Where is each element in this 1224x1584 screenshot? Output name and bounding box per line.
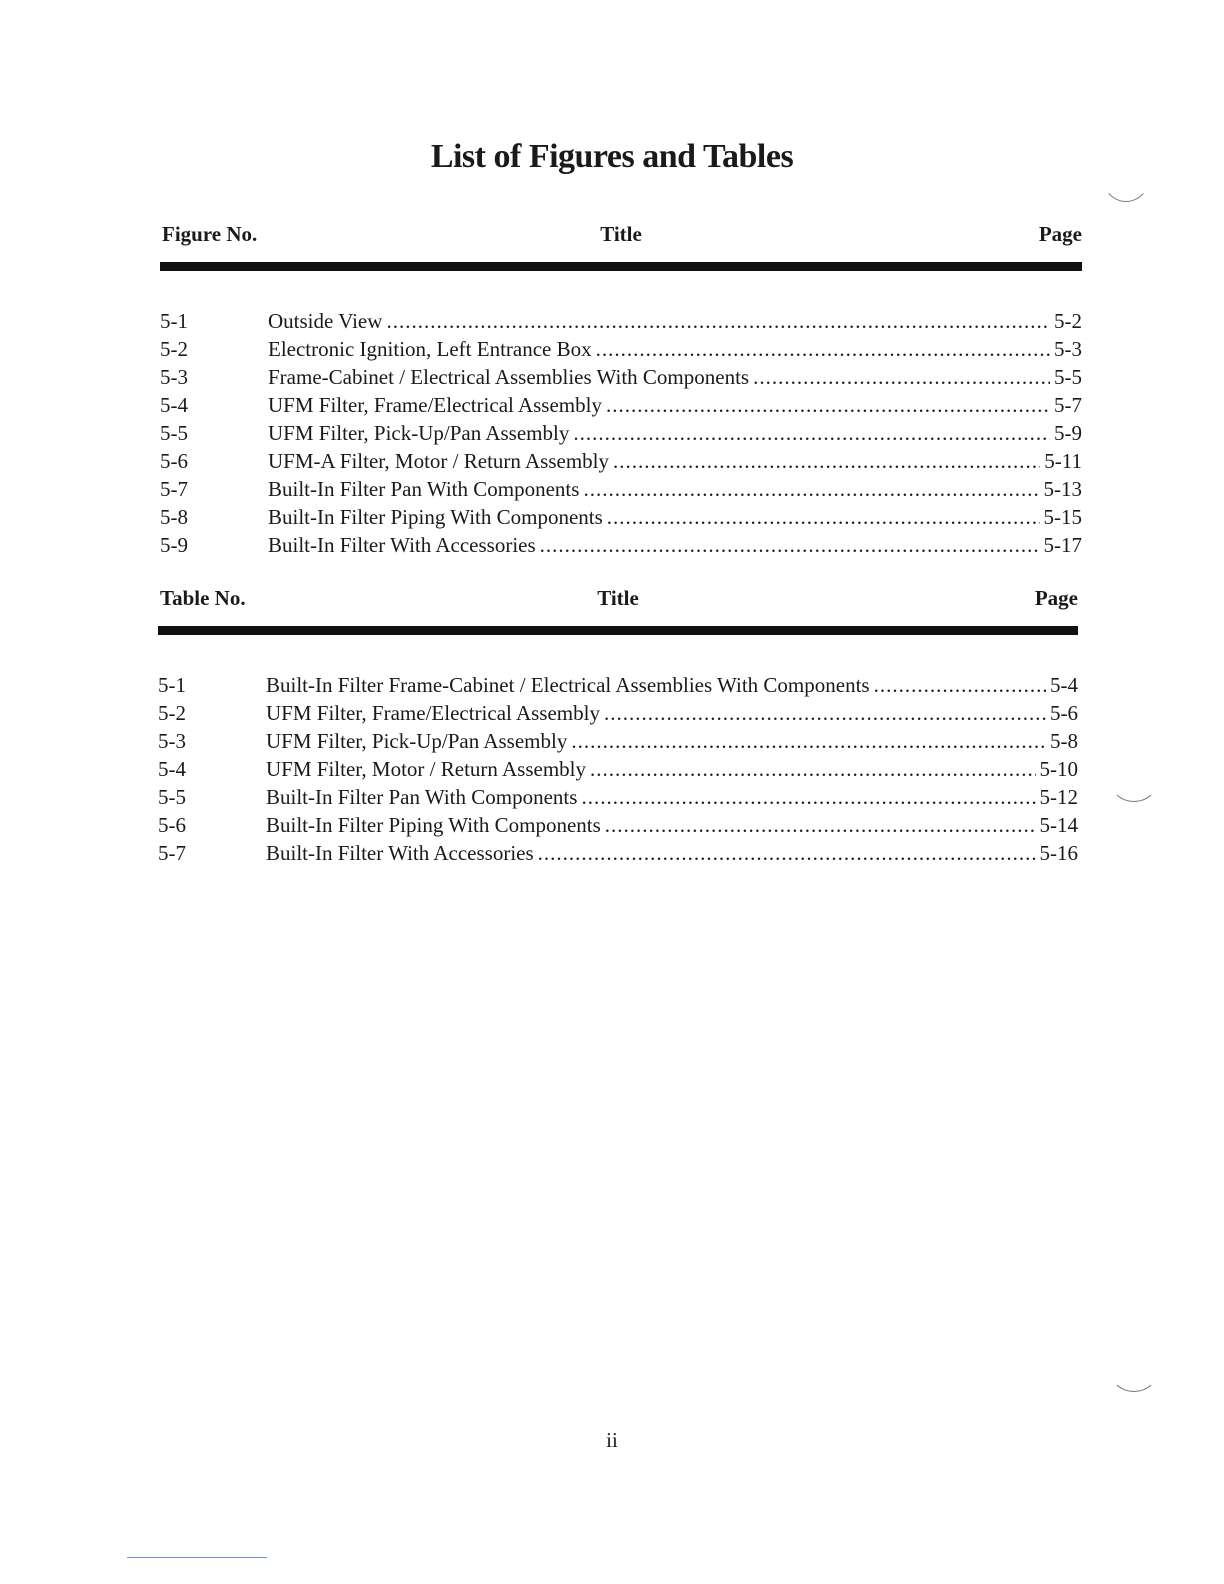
figures-header-rule bbox=[160, 262, 1082, 271]
figure-page: 5-2 bbox=[1054, 309, 1082, 333]
dot-leader bbox=[583, 475, 1039, 503]
table-page: 5-4 bbox=[1050, 673, 1078, 697]
figure-title: Built-In Filter Piping With Components bbox=[268, 505, 603, 529]
table-entry bbox=[158, 671, 1078, 699]
dot-leader bbox=[540, 531, 1040, 559]
table-entry bbox=[158, 811, 1078, 839]
table-entry bbox=[158, 699, 1078, 727]
figures-header bbox=[160, 222, 1082, 254]
table-number: 5-7 bbox=[158, 841, 186, 865]
dot-leader bbox=[607, 503, 1040, 531]
table-title: UFM Filter, Frame/Electrical Assembly bbox=[266, 701, 600, 725]
table-title: Built-In Filter Pan With Components bbox=[266, 785, 578, 809]
figure-entry bbox=[160, 307, 1082, 335]
figures-header-title: Title bbox=[600, 222, 642, 246]
dot-leader bbox=[538, 839, 1036, 867]
figure-page: 5-3 bbox=[1054, 337, 1082, 361]
table-number: 5-4 bbox=[158, 757, 186, 781]
figure-entry bbox=[160, 447, 1082, 475]
figure-entry bbox=[160, 419, 1082, 447]
table-title: Built-In Filter Piping With Components bbox=[266, 813, 601, 837]
table-page: 5-6 bbox=[1050, 701, 1078, 725]
figure-number: 5-4 bbox=[160, 393, 188, 417]
tables-header-title: Title bbox=[597, 586, 639, 610]
dot-leader bbox=[581, 783, 1035, 811]
figure-title: Built-In Filter Pan With Components bbox=[268, 477, 580, 501]
figure-entry bbox=[160, 475, 1082, 503]
tables-header-page: Page bbox=[1034, 586, 1078, 610]
figure-entry bbox=[160, 335, 1082, 363]
table-number: 5-2 bbox=[158, 701, 186, 725]
table-title: Built-In Filter With Accessories bbox=[266, 841, 534, 865]
table-page: 5-16 bbox=[1039, 841, 1078, 865]
table-entry bbox=[158, 755, 1078, 783]
dot-leader bbox=[874, 671, 1046, 699]
table-title: UFM Filter, Motor / Return Assembly bbox=[266, 757, 587, 781]
dot-leader bbox=[604, 699, 1046, 727]
dot-leader bbox=[571, 727, 1046, 755]
dot-leader bbox=[605, 811, 1036, 839]
figure-page: 5-9 bbox=[1054, 421, 1082, 445]
table-entry bbox=[158, 783, 1078, 811]
figure-number: 5-9 bbox=[160, 533, 188, 557]
footer-underline bbox=[127, 1557, 267, 1558]
figure-page: 5-15 bbox=[1043, 505, 1082, 529]
table-entry bbox=[158, 839, 1078, 867]
dot-leader bbox=[613, 447, 1040, 475]
binder-hole-mark bbox=[1110, 1350, 1158, 1392]
figure-page: 5-11 bbox=[1044, 449, 1082, 473]
figure-title: UFM-A Filter, Motor / Return Assembly bbox=[268, 449, 610, 473]
figure-entry bbox=[160, 531, 1082, 559]
figure-page: 5-5 bbox=[1054, 365, 1082, 389]
page-title: List of Figures and Tables bbox=[430, 138, 794, 175]
table-number: 5-3 bbox=[158, 729, 186, 753]
figure-entry bbox=[160, 503, 1082, 531]
figure-title: Built-In Filter With Accessories bbox=[268, 533, 536, 557]
table-entry bbox=[158, 727, 1078, 755]
figure-entry bbox=[160, 363, 1082, 391]
figures-list bbox=[160, 307, 1082, 559]
figure-title: UFM Filter, Pick-Up/Pan Assembly bbox=[268, 421, 570, 445]
figure-title: UFM Filter, Frame/Electrical Assembly bbox=[268, 393, 602, 417]
figure-entry bbox=[160, 391, 1082, 419]
figure-number: 5-5 bbox=[160, 421, 188, 445]
figure-page: 5-7 bbox=[1054, 393, 1082, 417]
figures-section bbox=[160, 222, 1082, 559]
figure-number: 5-1 bbox=[160, 309, 188, 333]
page-number: ii bbox=[606, 1428, 618, 1452]
dot-leader bbox=[386, 307, 1050, 335]
tables-header-no: Table No. bbox=[160, 586, 246, 610]
table-title: Built-In Filter Frame-Cabinet / Electrical Assemblies With Components bbox=[266, 673, 870, 697]
dot-leader bbox=[590, 755, 1035, 783]
table-page: 5-8 bbox=[1050, 729, 1078, 753]
tables-header-rule bbox=[158, 626, 1078, 635]
table-number: 5-6 bbox=[158, 813, 186, 837]
figure-page: 5-17 bbox=[1043, 533, 1082, 557]
table-number: 5-1 bbox=[158, 673, 186, 697]
binder-hole-mark bbox=[1100, 140, 1152, 202]
tables-section bbox=[158, 586, 1078, 867]
dot-leader bbox=[753, 363, 1050, 391]
dot-leader bbox=[606, 391, 1050, 419]
figure-title: Frame-Cabinet / Electrical Assemblies With Components bbox=[268, 365, 750, 389]
figure-number: 5-7 bbox=[160, 477, 188, 501]
figure-title: Electronic Ignition, Left Entrance Box bbox=[268, 337, 592, 361]
figure-page: 5-13 bbox=[1043, 477, 1082, 501]
table-number: 5-5 bbox=[158, 785, 186, 809]
figures-header-page: Page bbox=[1038, 222, 1082, 246]
table-page: 5-10 bbox=[1039, 757, 1078, 781]
table-page: 5-14 bbox=[1039, 813, 1078, 837]
binder-hole-mark bbox=[1110, 760, 1158, 802]
figures-header-no: Figure No. bbox=[162, 222, 258, 246]
figure-number: 5-2 bbox=[160, 337, 188, 361]
table-page: 5-12 bbox=[1039, 785, 1078, 809]
dot-leader bbox=[573, 419, 1050, 447]
figure-number: 5-3 bbox=[160, 365, 188, 389]
table-title: UFM Filter, Pick-Up/Pan Assembly bbox=[266, 729, 568, 753]
figure-number: 5-8 bbox=[160, 505, 188, 529]
tables-header bbox=[158, 586, 1078, 618]
figure-title: Outside View bbox=[268, 309, 383, 333]
dot-leader bbox=[596, 335, 1050, 363]
figure-number: 5-6 bbox=[160, 449, 188, 473]
tables-list bbox=[158, 671, 1078, 867]
